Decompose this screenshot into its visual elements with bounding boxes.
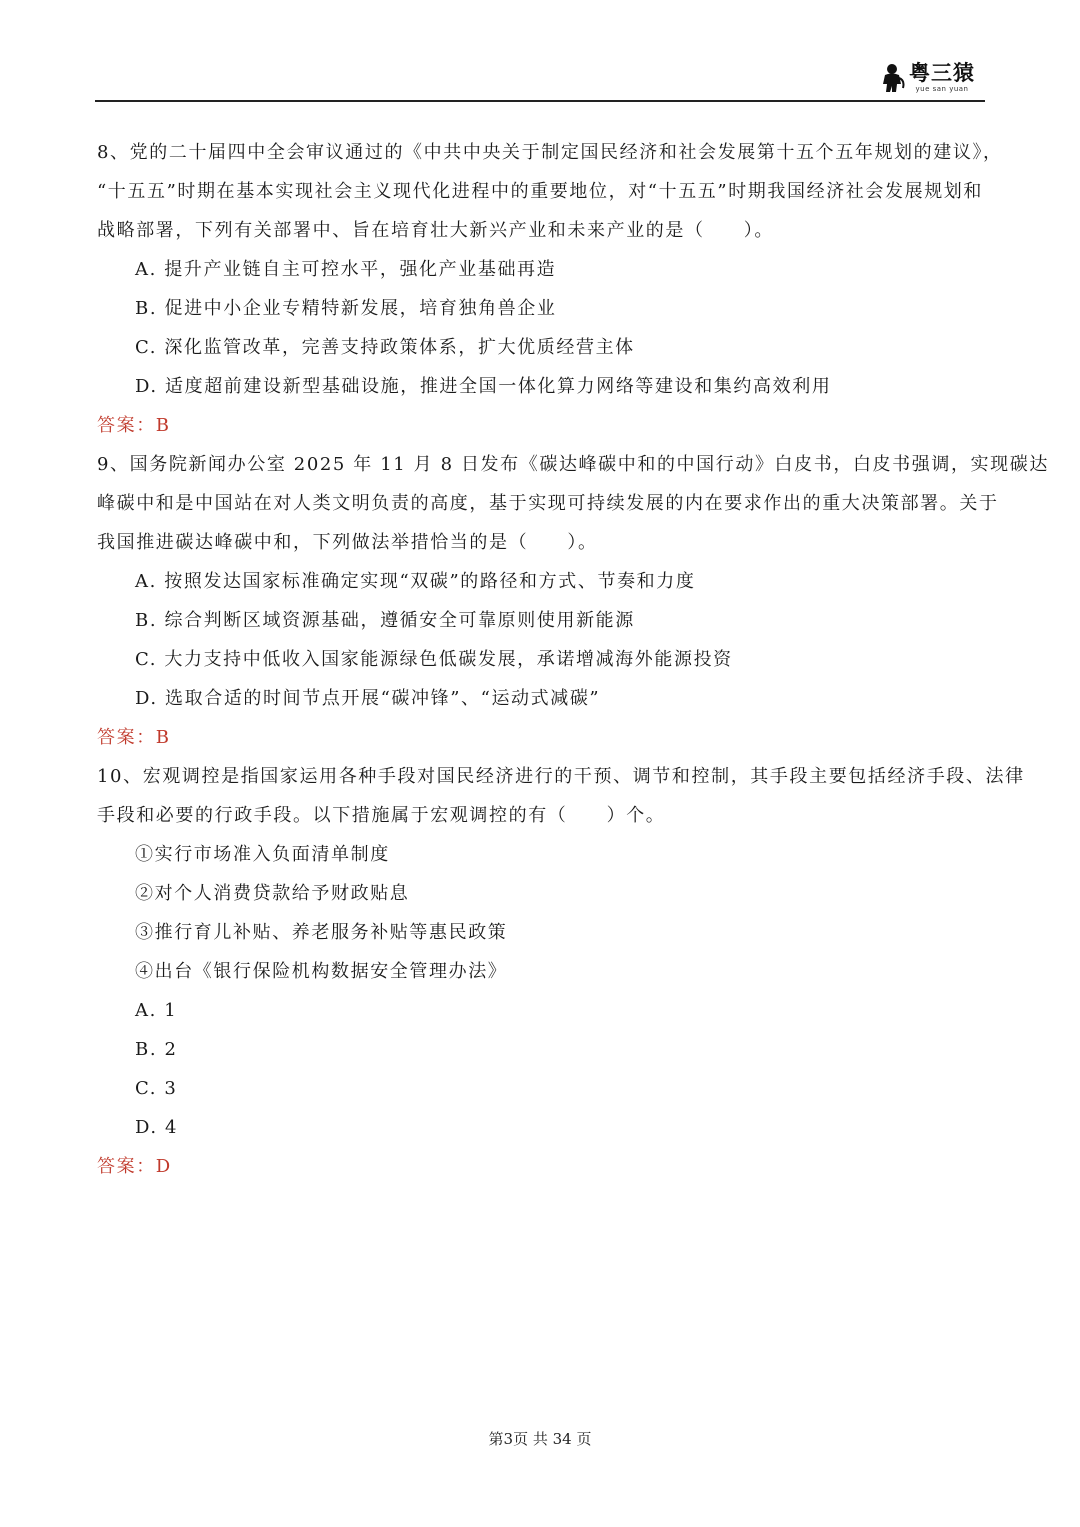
- question-stem-line: 10、宏观调控是指国家运用各种手段对国民经济进行的干预、调节和控制，其手段主要包括经济手段、法律: [97, 766, 1025, 787]
- option-c: C. 深化监管改革，完善支持政策体系，扩大优质经营主体: [135, 337, 635, 358]
- question-stem-line: 峰碳中和是中国站在对人类文明负责的高度，基于实现可持续发展的内在要求作出的重大决策部署。关于: [97, 493, 999, 514]
- page-number: 第3页 共 34 页: [488, 1430, 592, 1448]
- question-stem-line: 战略部署，下列有关部署中、旨在培育壮大新兴产业和未来产业的是（ ）。: [97, 220, 774, 241]
- option-a: A. 按照发达国家标准确定实现“双碳”的路径和方式、节奏和力度: [135, 571, 696, 592]
- option-a: A. 1: [135, 1000, 178, 1021]
- statement-item: ①实行市场准入负面清单制度: [135, 844, 390, 865]
- option-c: C. 3: [135, 1078, 178, 1099]
- question-10: [97, 757, 1025, 1186]
- question-stem-line: “十五五”时期在基本实现社会主义现代化进程中的重要地位，对“十五五”时期我国经济社会发展规划和: [97, 181, 984, 202]
- option-a: A. 提升产业链自主可控水平，强化产业基础再造: [135, 259, 557, 280]
- document-body: [97, 133, 1049, 1186]
- answer-label: 答案：D: [97, 1156, 172, 1177]
- statement-item: ②对个人消费贷款给予财政贴息: [135, 883, 410, 904]
- logo-chinese-name: 粤三猿: [909, 61, 975, 85]
- logo-pinyin: yue san yuan: [915, 85, 969, 93]
- statement-item: ③推行育儿补贴、养老服务补贴等惠民政策: [135, 922, 508, 943]
- option-b: B. 2: [135, 1039, 178, 1060]
- question-8: [97, 133, 1003, 445]
- monkey-logo-icon: [879, 62, 905, 94]
- option-d: D. 适度超前建设新型基础设施，推进全国一体化算力网络等建设和集约高效利用: [135, 376, 832, 397]
- question-9: [97, 445, 1049, 757]
- answer-label: 答案：B: [97, 415, 171, 436]
- answer-label: 答案：B: [97, 727, 171, 748]
- option-b: B. 综合判断区域资源基础，遵循安全可靠原则使用新能源: [135, 610, 635, 631]
- option-d: D. 选取合适的时间节点开展“碳冲锋”、“运动式减碳”: [135, 688, 601, 709]
- option-b: B. 促进中小企业专精特新发展，培育独角兽企业: [135, 298, 557, 319]
- statement-item: ④出台《银行保险机构数据安全管理办法》: [135, 961, 508, 982]
- question-stem-line: 9、国务院新闻办公室 2025 年 11 月 8 日发布《碳达峰碳中和的中国行动》白皮书，白皮书强调，实现碳达: [97, 454, 1049, 475]
- page-header: [95, 52, 985, 102]
- option-d: D. 4: [135, 1117, 179, 1138]
- brand-logo: [879, 58, 975, 98]
- option-c: C. 大力支持中低收入国家能源绿色低碳发展，承诺增减海外能源投资: [135, 649, 733, 670]
- question-stem-line: 8、党的二十届四中全会审议通过的《中共中央关于制定国民经济和社会发展第十五个五年规划的建议》，: [97, 142, 1003, 163]
- question-stem-line: 我国推进碳达峰碳中和，下列做法举措恰当的是（ ）。: [97, 532, 598, 553]
- question-stem-line: 手段和必要的行政手段。以下措施属于宏观调控的有（ ）个。: [97, 805, 666, 826]
